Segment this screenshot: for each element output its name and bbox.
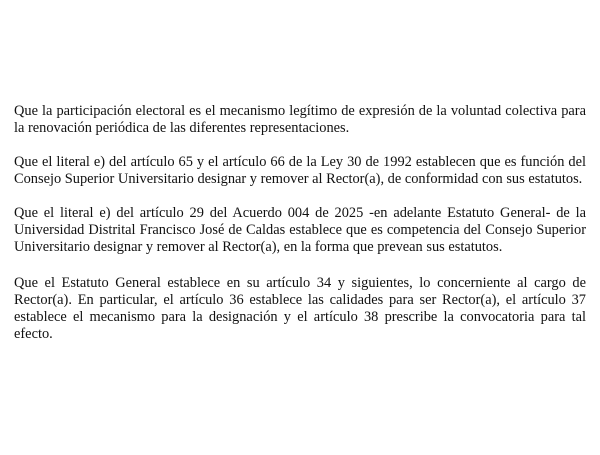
paragraph-estatuto-general-rector: Que el Estatuto General establece en su artículo 34 y siguientes, lo concerniente al cargo de Rector(a). En particular, el artículo 36 establece las calidades para ser Rector(a), el artículo 37 establece el mecanismo para la designación y el artículo 38 prescribe la convocatoria para tal efecto. [14, 275, 586, 342]
document-body [14, 103, 586, 360]
paragraph-electoral-participation: Que la participación electoral es el mecanismo legítimo de expresión de la voluntad colectiva para la renovación periódica de las diferentes representaciones. [14, 103, 586, 136]
paragraph-ley-30-1992: Que el literal e) del artículo 65 y el artículo 66 de la Ley 30 de 1992 establecen que es función del Consejo Superior Universitario designar y remover al Rector(a), de conformidad con sus estatutos. [14, 154, 586, 187]
paragraph-acuerdo-004-2025: Que el literal e) del artículo 29 del Acuerdo 004 de 2025 -en adelante Estatuto General- de la Universidad Distrital Francisco José de Caldas establece que es competencia del Consejo Superior Universitario designar y remover al Rector(a), en la forma que prevean sus estatutos. [14, 205, 586, 255]
